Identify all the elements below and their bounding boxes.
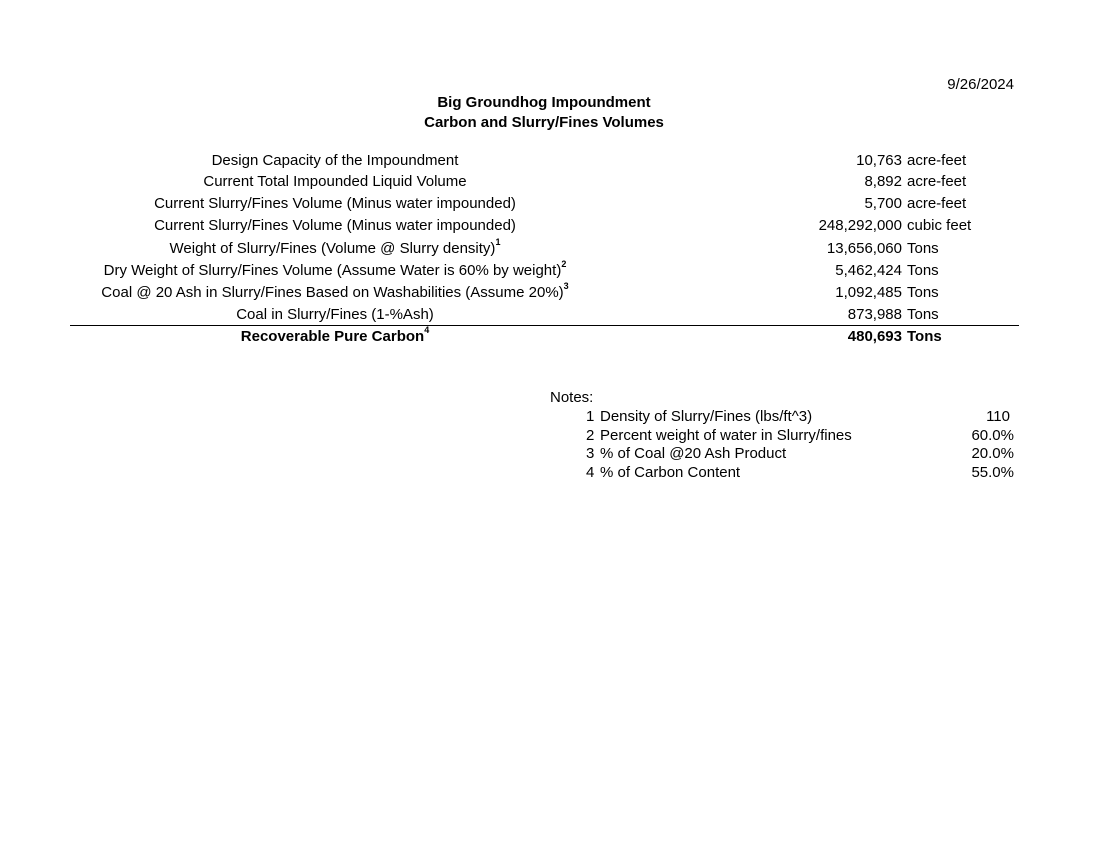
note-number: 4 <box>586 464 595 481</box>
footnote-marker: 1 <box>495 237 501 247</box>
row-unit: Tons <box>907 306 939 323</box>
total-row <box>70 325 1020 350</box>
table-row <box>70 173 1020 195</box>
note-number: 3 <box>586 445 595 462</box>
row-unit: Tons <box>907 240 939 257</box>
row-label: Current Slurry/Fines Volume (Minus water impounded) <box>154 195 516 212</box>
row-label: Weight of Slurry/Fines (Volume @ Slurry density)$^1$ <box>169 237 501 257</box>
note-item <box>586 464 1016 483</box>
row-label: Current Total Impounded Liquid Volume <box>203 173 467 190</box>
row-value: 5,700 <box>864 195 902 212</box>
table-row <box>70 259 1020 284</box>
footnote-marker: 3 <box>563 281 569 291</box>
row-unit: acre-feet <box>907 152 967 169</box>
note-value: 20.0% <box>971 445 1014 462</box>
note-number: 1 <box>586 408 595 425</box>
note-value: 60.0% <box>971 427 1014 444</box>
note-text: Density of Slurry/Fines (lbs/ft^3) <box>600 408 813 425</box>
table-row <box>70 217 1020 239</box>
row-value: 248,292,000 <box>818 217 902 234</box>
table-row <box>70 195 1020 217</box>
row-unit: cubic feet <box>907 217 972 234</box>
table-row <box>70 152 1020 174</box>
report-title: Big Groundhog Impoundment <box>437 94 651 111</box>
total-unit: Tons <box>907 328 942 345</box>
note-item <box>586 408 1016 427</box>
row-label: Current Slurry/Fines Volume (Minus water impounded) <box>154 217 516 234</box>
note-value: 110 <box>986 408 1010 425</box>
row-value: 5,462,424 <box>835 262 902 279</box>
row-label: Design Capacity of the Impoundment <box>211 152 459 169</box>
row-value: 873,988 <box>847 306 902 323</box>
row-value: 8,892 <box>864 173 902 190</box>
report-date: 9/26/2024 <box>947 76 1014 93</box>
row-unit: Tons <box>907 284 939 301</box>
report-subtitle: Carbon and Slurry/Fines Volumes <box>424 114 664 131</box>
footnote-marker: 2 <box>561 259 567 269</box>
note-text: % of Coal @20 Ash Product <box>600 445 787 462</box>
row-label: Coal in Slurry/Fines (1-%Ash) <box>236 306 434 323</box>
row-unit: acre-feet <box>907 173 967 190</box>
total-divider-line <box>70 325 1019 326</box>
row-value: 1,092,485 <box>835 284 902 301</box>
row-unit: acre-feet <box>907 195 967 212</box>
notes-title: Notes: <box>550 389 594 406</box>
row-value: 10,763 <box>856 152 902 169</box>
footnote-marker: 4 <box>424 325 430 335</box>
note-text: % of Carbon Content <box>600 464 741 481</box>
note-item <box>586 445 1016 464</box>
total-value: 480,693 <box>847 328 902 345</box>
note-item <box>586 427 1016 446</box>
table-row <box>70 281 1020 306</box>
table-row <box>70 237 1020 262</box>
row-value: 13,656,060 <box>826 240 902 257</box>
row-label: Coal @ 20 Ash in Slurry/Fines Based on Washabilities (Assume 20%)$^3$ <box>101 281 569 301</box>
total-label: Recoverable Pure Carbon$^4$ <box>240 325 430 345</box>
row-unit: Tons <box>907 262 939 279</box>
note-number: 2 <box>586 427 595 444</box>
row-label: Dry Weight of Slurry/Fines Volume (Assume Water is 60% by weight)$^2$ <box>103 259 567 279</box>
note-value: 55.0% <box>971 464 1014 481</box>
note-text: Percent weight of water in Slurry/fines <box>600 427 852 444</box>
